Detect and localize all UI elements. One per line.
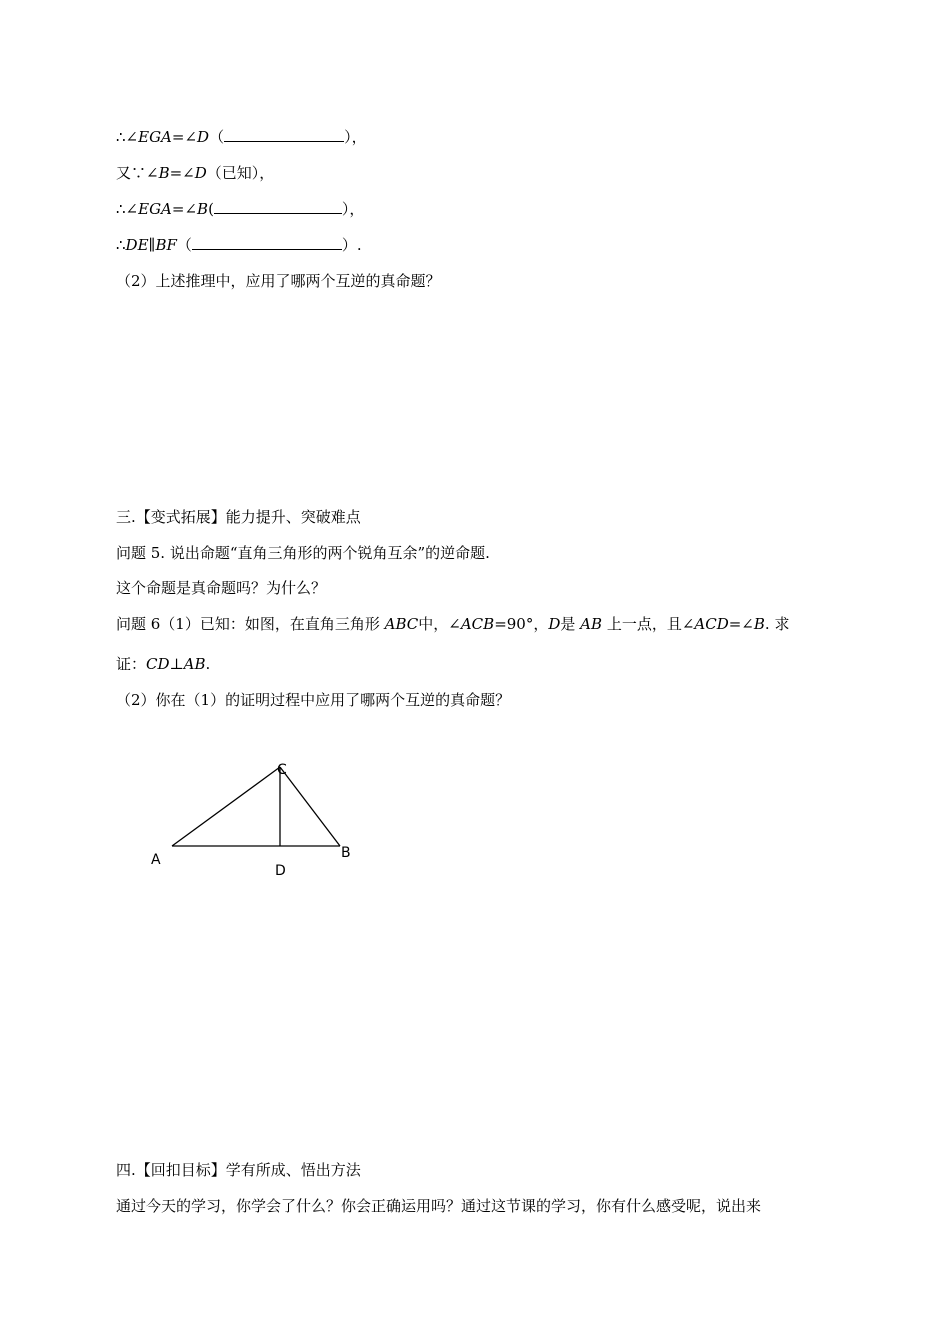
- math-var: B: [158, 164, 170, 182]
- text: ∴∠: [116, 200, 139, 218]
- text: ），: [341, 200, 365, 218]
- math-var: AB: [580, 615, 603, 633]
- text: 是: [560, 615, 576, 633]
- text: 又∵∠: [116, 164, 159, 182]
- math-var: D: [548, 615, 561, 633]
- math-var: BF: [155, 236, 177, 254]
- segment-ac: [172, 767, 280, 846]
- text: （: [176, 236, 192, 254]
- section-4-body: 通过今天的学习，你学会了什么？你会正确运用吗？通过这节课的学习，你有什么感受呢，说出来: [116, 1197, 762, 1215]
- text: =∠: [171, 200, 198, 218]
- text: 上一点，且∠: [606, 615, 695, 633]
- problem-6-question-2: （2）你在（1）的证明过程中应用了哪两个互逆的真命题？: [116, 691, 511, 709]
- text: ）.: [341, 236, 362, 254]
- section-4-heading: 四.【回扣目标】学有所成、悟出方法: [116, 1161, 361, 1179]
- section-3-heading: 三.【变式拓展】能力提升、突破难点: [116, 508, 361, 526]
- text: =90°，: [494, 615, 549, 633]
- text: 中，∠: [418, 615, 461, 633]
- math-var: EGA: [138, 200, 172, 218]
- math-var: CD: [146, 655, 170, 673]
- math-var: B: [197, 200, 209, 218]
- math-var: ABC: [384, 615, 419, 633]
- label-a: A: [151, 852, 161, 868]
- math-var: D: [194, 164, 207, 182]
- label-c: C: [277, 762, 287, 778]
- text: =∠: [169, 164, 195, 182]
- text: (: [208, 200, 214, 218]
- math-var: ACB: [460, 615, 495, 633]
- math-var: D: [197, 128, 210, 146]
- segment-cb: [280, 767, 340, 846]
- text: ∴: [116, 236, 126, 254]
- text: .: [205, 655, 211, 673]
- text: =∠: [171, 128, 198, 146]
- text: （已知），: [206, 164, 275, 182]
- math-var: B: [753, 615, 765, 633]
- text: 问题 6（1）已知：如图，在直角三角形: [116, 615, 380, 633]
- text: ∴∠: [116, 128, 139, 146]
- math-var: EGA: [138, 128, 172, 146]
- label-b: B: [341, 845, 351, 861]
- text: （: [209, 128, 225, 146]
- problem-5-line-2: 这个命题是真命题吗？为什么？: [116, 579, 327, 597]
- text: .: [764, 615, 770, 633]
- problem-5-line-1: 问题 5. 说出命题“直角三角形的两个锐角互余”的逆命题.: [116, 544, 490, 562]
- math-var: DE: [125, 236, 149, 254]
- label-d: D: [275, 863, 286, 879]
- math-var: ACD: [694, 615, 729, 633]
- text: 求: [774, 615, 790, 633]
- text: ⊥: [169, 655, 184, 673]
- question-2: （2）上述推理中，应用了哪两个互逆的真命题？: [116, 272, 441, 290]
- text: ∥: [148, 236, 156, 254]
- text: =∠: [728, 615, 754, 633]
- text: ），: [344, 128, 367, 146]
- math-var: AB: [183, 655, 206, 673]
- text: 证：: [116, 655, 147, 673]
